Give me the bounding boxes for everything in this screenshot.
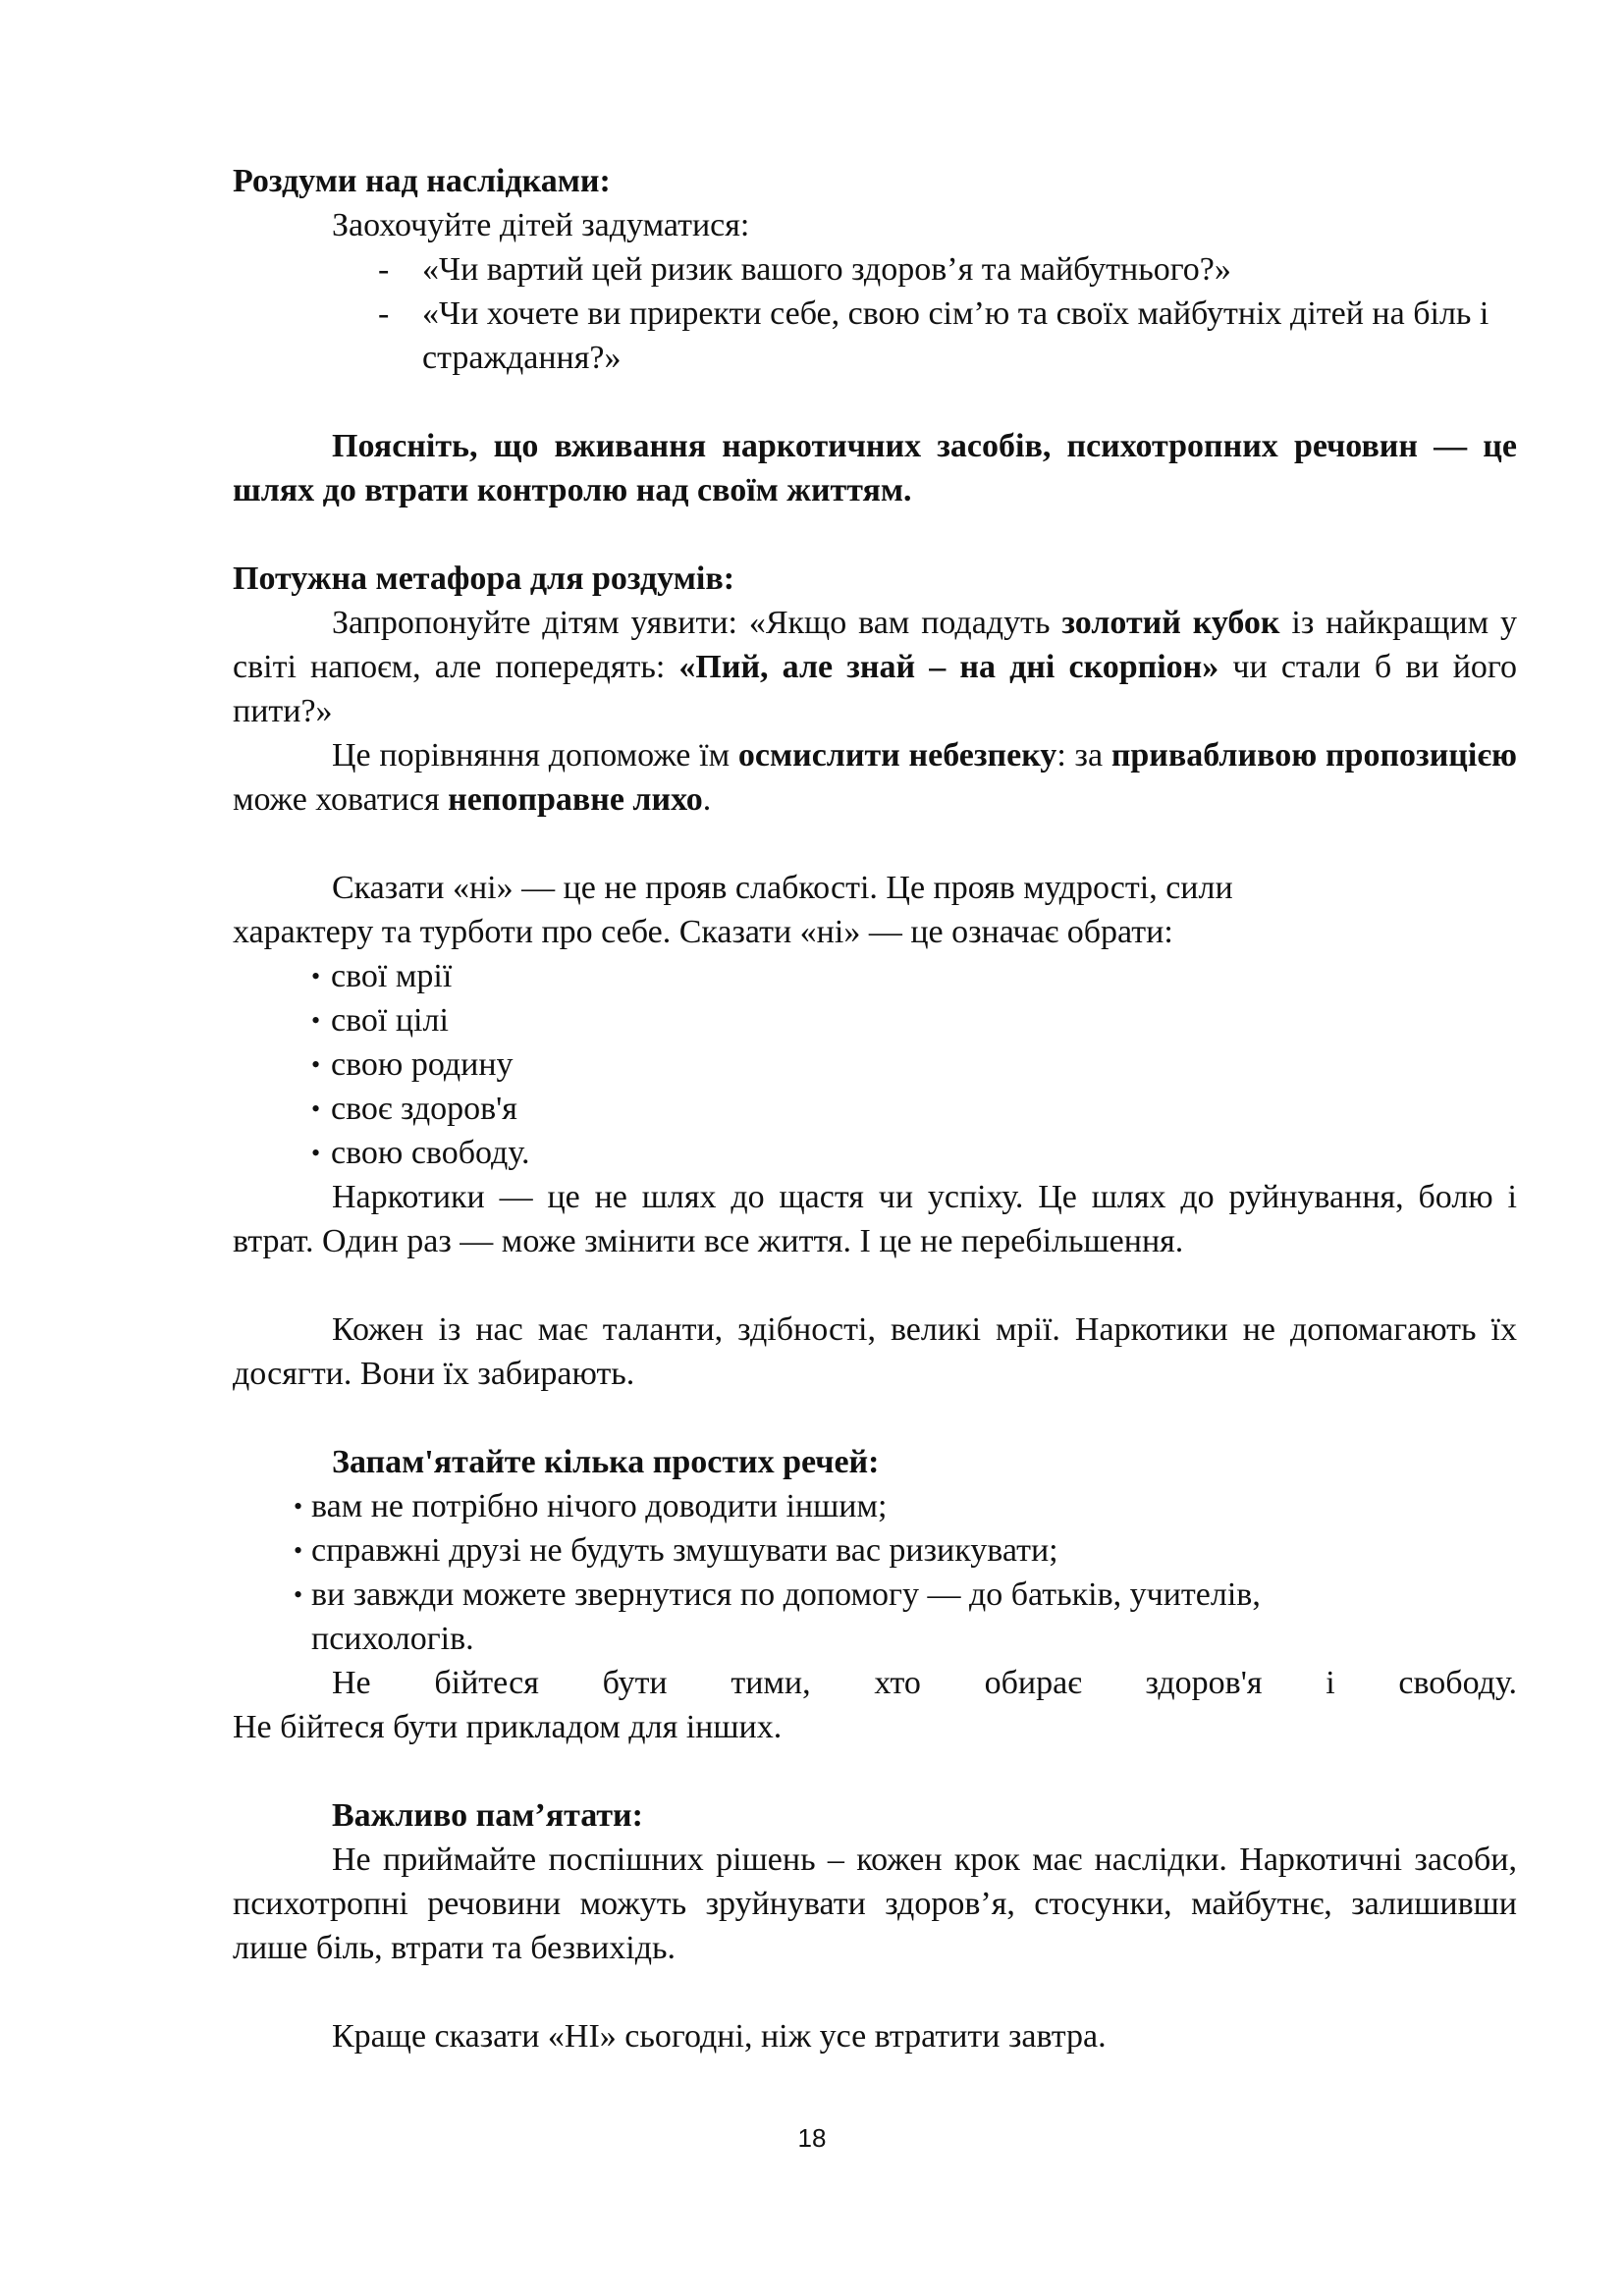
heading-remember: Запам'ятайте кілька простих речей: [332,1444,880,1480]
metaphor-paragraph: Запропонуйте дітям уявити: «Якщо вам подадуть золотий кубок із найкращим у світі напоєм, але попередять: «Пий, але знай – на дні скорпіон» чи стали б ви його пити?» [233,605,1518,729]
bullet-icon: • [311,1139,321,1167]
bullet-icon: • [311,1050,321,1079]
list-item: - «Чи вартий цей ризик вашого здоров’я та майбутнього?» [233,247,1517,292]
dash-bullet-icon: - [378,251,390,288]
document-page [233,159,1517,2058]
bullet-icon: • [294,1492,303,1521]
bullet-icon: • [311,1095,321,1123]
questions-list [233,247,1517,380]
bullet-icon: • [311,1006,321,1035]
list-item: • свою свободу. [233,1131,1517,1175]
dont-fear-line-2: Не бійтеся бути прикладом для інших. [233,1709,783,1745]
talents-paragraph: Кожен із нас має таланти, здібності, великі мрії. Наркотики не допомагають їх досягти. Вони їх забирають. [233,1311,1517,1392]
choices-list [233,954,1517,1175]
bullet-icon: • [311,962,321,990]
important-paragraph: Не приймайте поспішних рішень – кожен крок має наслідки. Наркотичні засоби, психотропні речовини можуть зруйнувати здоров’я, стосунки, майбутнє, залишивши лише біль, втрати та безвихідь. [233,1842,1517,1966]
list-item: • свої цілі [233,998,1517,1042]
consequences-intro: Заохочуйте дітей задуматися: [332,207,750,243]
list-item: • вам не потрібно нічого доводити іншим; [233,1484,1517,1528]
list-item: - «Чи хочете ви приректи себе, свою сім’ю та своїх майбутніх дітей на біль і страждання?» [233,292,1517,380]
list-item: • ви завжди можете звернутися по допомогу — до батьків, учителів, психологів. [233,1573,1517,1661]
say-no-line-1: Сказати «ні» — це не прояв слабкості. Це прояв мудрості, сили [332,870,1233,906]
page-number: 18 [797,2123,827,2153]
remember-list [233,1484,1517,1661]
heading-consequences: Роздуми над наслідками: [233,163,611,199]
list-item: • своє здоров'я [233,1087,1517,1131]
closing-line: Краще сказати «НІ» сьогодні, ніж усе втратити завтра. [332,2018,1107,2055]
say-no-line-2: характеру та турботи про себе. Сказати «ні» — це означає обрати: [233,914,1173,950]
explain-paragraph: Поясніть, що вживання наркотичних засобів, психотропних речовин — це шлях до втрати контролю над своїм життям. [233,428,1517,508]
list-item: • свої мрії [233,954,1517,998]
comparison-paragraph: Це порівняння допоможе їм осмислити небезпеку: за привабливою пропозицією може ховатися непоправне лихо. [233,737,1518,818]
drugs-paragraph: Наркотики — це не шлях до щастя чи успіху. Це шлях до руйнування, болю і втрат. Один раз — може змінити все життя. І це не перебільшення. [233,1179,1517,1259]
list-item: • свою родину [233,1042,1517,1087]
list-item: • справжні друзі не будуть змушувати вас ризикувати; [233,1528,1517,1573]
dash-bullet-icon: - [378,295,390,332]
bullet-icon: • [294,1580,303,1609]
heading-important: Важливо пам’ятати: [332,1797,643,1834]
bullet-icon: • [294,1536,303,1565]
heading-metaphor: Потужна метафора для роздумів: [233,561,735,597]
dont-fear-line-1: Не бійтеся бути тими, хто обирає здоров'я і свободу. [332,1665,1517,1701]
